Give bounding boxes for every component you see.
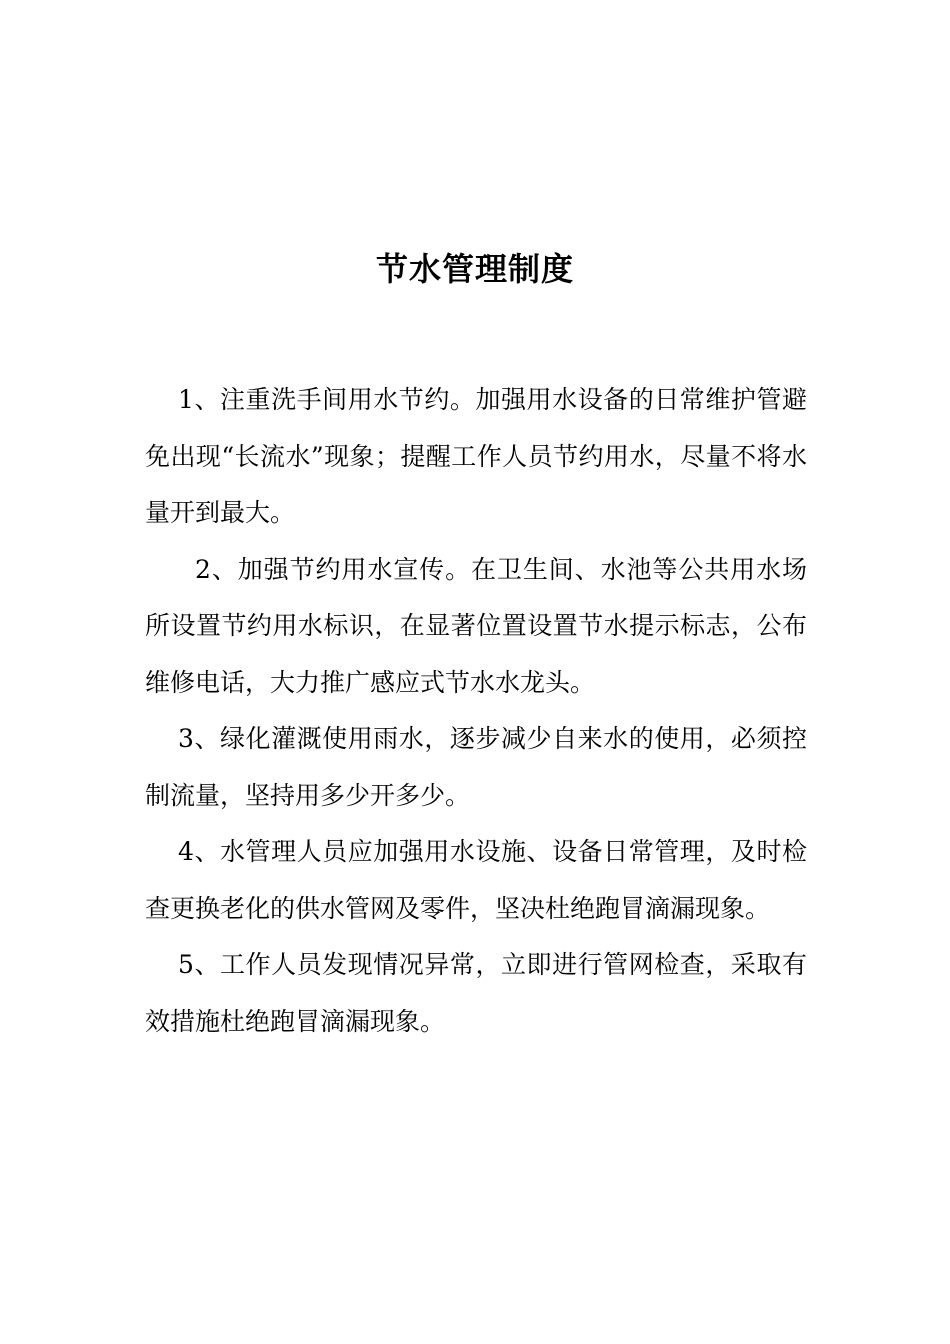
paragraph-4: 4、水管理人员应加强用水设施、设备日常管理，及时检查更换老化的供水管网及零件，坚决杜绝跑冒滴漏现象。 [145,837,807,923]
paragraph-2: 2、加强节约用水宣传。在卫生间、水池等公共用水场所设置节约用水标识，在显著位置设置节水提示标志，公布维修电话，大力推广感应式节水水龙头。 [145,554,807,697]
paragraph-3: 3、绿化灌溉使用雨水，逐步减少自来水的使用，必须控制流量，坚持用多少开多少。 [145,724,807,810]
paragraph-5: 5、工作人员发现情况异常，立即进行管网检查，采取有效措施杜绝跑冒滴漏现象。 [145,950,807,1036]
document-body [145,372,807,1050]
paragraph-1: 1、注重洗手间用水节约。加强用水设备的日常维护管避免出现“长流水”现象；提醒工作人员节约用水，尽量不将水量开到最大。 [145,385,807,527]
document-title: 节水管理制度 [375,250,574,288]
